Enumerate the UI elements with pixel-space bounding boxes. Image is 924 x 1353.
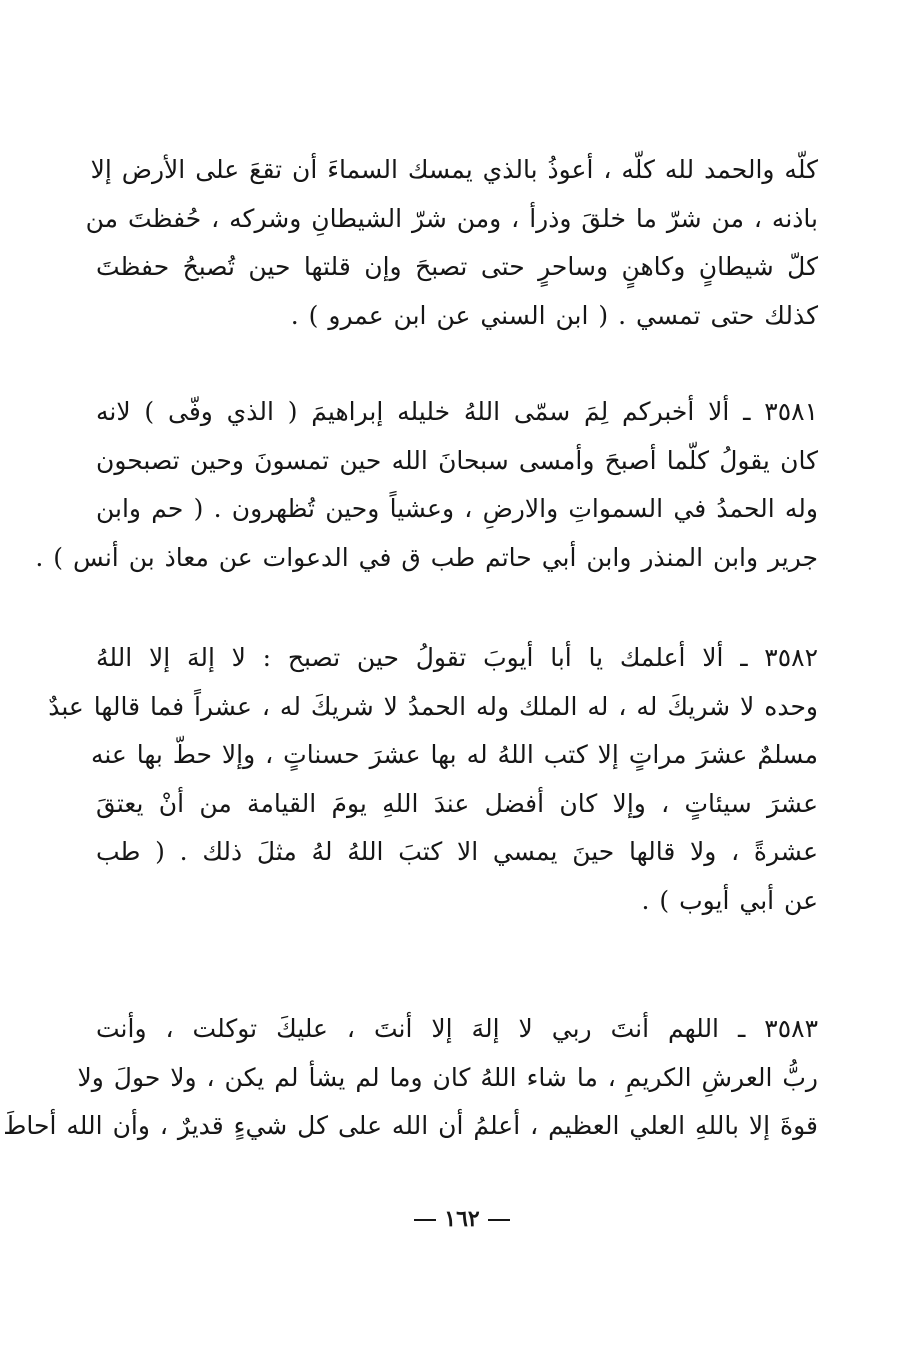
text-line: كلّ شيطانٍ وكاهنٍ وساحرٍ حتى تصبحَ وإن قلتها حين تُصبحُ حفظتَ xyxy=(96,252,818,281)
page-number xyxy=(0,1206,924,1232)
text-line: باذنه ، من شرّ ما خلقَ وذرأ ، ومن شرّ الشيطانِ وشركه ، حُفظتَ من xyxy=(85,203,818,233)
text-line: وله الحمدُ في السمواتِ والارضِ ، وعشياً وحين تُظهرون . ( حم وابن xyxy=(96,494,818,523)
page-number-value: ١٦٢ xyxy=(444,1206,480,1232)
text-line: وحده لا شريكَ له ، له الملك وله الحمدُ لا شريكَ له ، عشراً فما قالها عبدٌ xyxy=(48,691,818,721)
paragraph-hadith-3582 xyxy=(48,634,818,925)
paragraph-hadith-3583 xyxy=(3,1005,818,1151)
text-line: جرير وابن المنذر وابن أبي حاتم طب ق في الدعوات عن معاذ بن أنس ) . xyxy=(35,542,818,572)
text-line: ٣٥٨٢ ـ ألا أعلمك يا أبا أيوبَ تقولُ حين تصبح : لا إلهَ إلا اللهُ xyxy=(96,643,818,672)
text-line: كلّه والحمد لله كلّه ، أعوذُ بالذي يمسك السماءَ أن تقعَ على الأرض إلا xyxy=(90,155,818,184)
text-line: ربُّ العرشِ الكريمِ ، ما شاء اللهُ كان وما لم يشأ لم يكن ، ولا حولَ ولا xyxy=(77,1062,818,1092)
dash-decoration xyxy=(414,1219,436,1221)
text-line: كذلك حتى تمسي . ( ابن السني عن ابن عمرو ) . xyxy=(290,300,818,330)
text-line: ٣٥٨٣ ـ اللهم أنتَ ربي لا إلهَ إلا أنتَ ، عليكَ توكلت ، وأنت xyxy=(96,1014,818,1043)
text-line: كان يقولُ كلّما أصبحَ وأمسى سبحانَ الله حين تمسونَ وحين تصبحون xyxy=(96,445,818,475)
text-line: ٣٥٨١ ـ ألا أخبركم لِمَ سمّى اللهُ خليله إبراهيمَ ( الذي وفّى ) لانه xyxy=(96,397,818,426)
text-line: قوةَ إلا باللهِ العلي العظيم ، أعلمُ أن الله على كل شيءٍ قديرٌ ، وأن الله أحاطَ xyxy=(3,1111,818,1140)
text-line: عشرَ سيئاتٍ ، وإلا كان أفضل عندَ اللهِ يومَ القيامة من أنْ يعتقَ xyxy=(96,788,818,818)
text-line: عشرةً ، ولا قالها حينَ يمسي الا كتبَ اللهُ لهُ مثلَ ذلك . ( طب xyxy=(96,837,818,866)
paragraph-hadith-3581 xyxy=(35,388,818,582)
paragraph-continuation xyxy=(85,146,818,340)
text-line: مسلمٌ عشرَ مراتٍ إلا كتب اللهُ له بها عشرَ حسناتٍ ، وإلا حطّ بها عنه xyxy=(90,740,818,769)
dash-decoration xyxy=(488,1219,510,1221)
text-line: عن أبي أيوب ) . xyxy=(641,885,818,915)
